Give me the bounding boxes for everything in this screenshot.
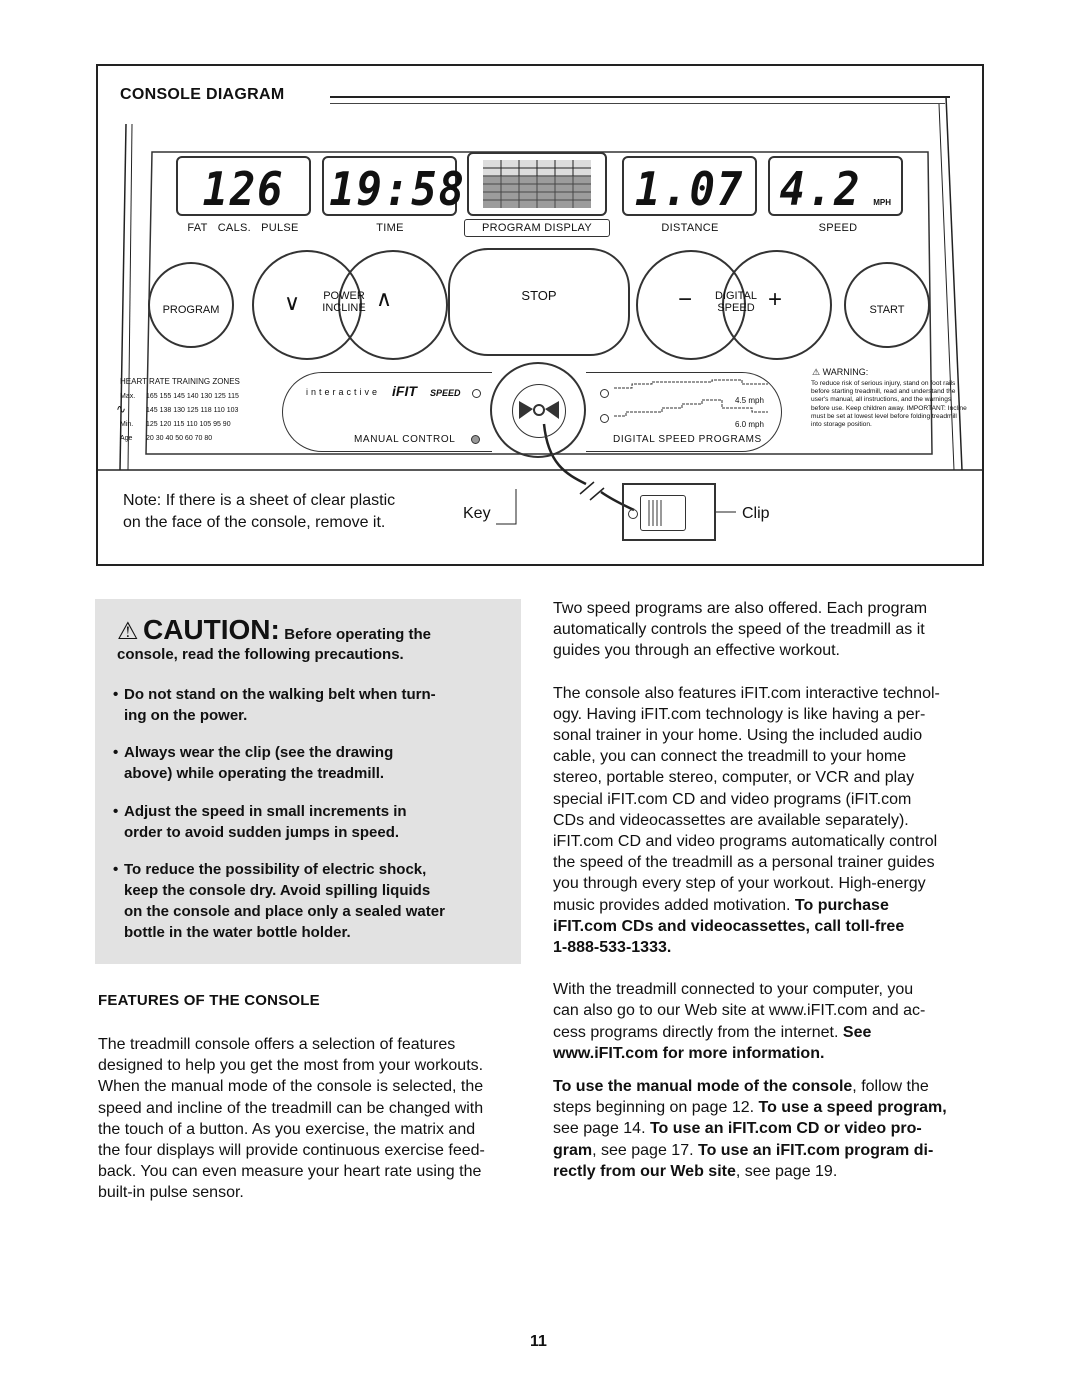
- program-button-label: PROGRAM: [162, 304, 220, 316]
- power-incline-label: [314, 290, 374, 314]
- speed-label: SPEED: [818, 222, 858, 234]
- time-display: [322, 156, 466, 216]
- time-label: TIME: [376, 222, 404, 234]
- text-line: speed and incline of the treadmill can be changed with: [98, 1099, 484, 1117]
- clip-label: Clip: [742, 505, 770, 522]
- text-line: [553, 1076, 985, 1097]
- digital-speed-programs-label: DIGITAL SPEED PROGRAMS: [613, 434, 762, 445]
- caution-bullet: [113, 801, 513, 843]
- text-line: designed to help you get the most from your workouts.: [98, 1057, 484, 1075]
- stop-label: STOP: [521, 288, 557, 303]
- text-line: With the treadmill connected to your computer, you: [553, 981, 914, 999]
- program-matrix: [469, 154, 605, 214]
- distance-display: [622, 156, 757, 216]
- text-span: To use an iFIT.com program di-: [697, 1141, 934, 1159]
- cals-label: CALS.: [217, 222, 251, 234]
- start-button[interactable]: [844, 262, 930, 348]
- program-display-label: PROGRAM DISPLAY: [464, 219, 610, 237]
- text-line: The treadmill console offers a selection of features: [98, 1036, 456, 1053]
- features-heading: FEATURES OF THE CONSOLE: [98, 992, 320, 1009]
- minus-icon: −: [678, 286, 693, 313]
- unit-label: MPH: [873, 198, 891, 207]
- text-span: , see page 19.: [735, 1162, 838, 1180]
- stop-button[interactable]: [448, 248, 630, 356]
- key-label: Key: [463, 505, 491, 522]
- text-line: When the manual mode of the console is selected, the: [98, 1078, 484, 1096]
- text-line: The console also features iFIT.com interactive technol-: [553, 684, 940, 702]
- text-line: cable, you can connect the treadmill to your home: [553, 748, 907, 766]
- display-value: 126: [202, 162, 285, 216]
- heart-rate-table: [120, 392, 280, 448]
- caution-bullet: [113, 684, 513, 726]
- text-span: , follow the: [852, 1078, 929, 1096]
- safety-key-slot[interactable]: [490, 362, 586, 458]
- text-span: gram: [553, 1141, 593, 1159]
- ifit-logo: iFIT: [392, 383, 417, 399]
- safety-key[interactable]: [512, 384, 566, 438]
- bullet-line: order to avoid sudden jumps in speed.: [124, 824, 400, 841]
- text-line: [553, 1161, 985, 1182]
- key-icon: [513, 385, 565, 437]
- website-link-text: www.iFIT.com for more information.: [553, 1044, 825, 1062]
- text-span: , see page 17.: [592, 1141, 698, 1159]
- power-label: POWER: [323, 290, 365, 302]
- text-span: To use a speed program,: [758, 1099, 947, 1117]
- text-line: the touch of a button. As you exercise, the matrix and: [98, 1120, 476, 1138]
- hr-row-values: 125 120 115 110 105 95 90: [146, 421, 231, 428]
- hr-row-label: Min.: [120, 421, 134, 428]
- text-line: iFIT.com CD and video programs automatically control: [553, 833, 938, 851]
- bullet-line: bottle in the water bottle holder.: [124, 924, 351, 941]
- bullet-line: ing on the power.: [124, 707, 248, 724]
- text-line: you through every step of your workout. High-energy: [553, 875, 926, 893]
- text-line: stereo, portable stereo, computer, or VCR and play: [553, 769, 915, 787]
- caution-lead-line2: console, read the following precautions.: [117, 646, 404, 663]
- interactive-label: interactive: [306, 387, 381, 397]
- digital-speed-label: [706, 290, 766, 314]
- warning-text: To reduce risk of serious injury, stand on foot rails before starting treadmill, read and understand the user's manual, all instructions, and the warnings before use. Keep children away. IMPORTANT: Incline must be set at lowest level before folding treadmill into storage position.: [811, 380, 967, 429]
- fat-cals-pulse-label: [178, 222, 308, 234]
- right-column: [553, 598, 985, 1182]
- bullet-dot: •: [113, 686, 119, 703]
- bullet-line: Always wear the clip (see the drawing: [124, 744, 394, 761]
- ifit-indicator-light: [472, 389, 481, 398]
- note-line: Note: If there is a sheet of clear plastic: [123, 492, 396, 509]
- speed-programs-paragraph: [553, 598, 985, 662]
- program-2-speed: 6.0 mph: [735, 420, 764, 429]
- warning-triangle-icon: ⚠: [117, 618, 139, 645]
- text-span: music provides added motivation.: [553, 896, 795, 914]
- bullet-line: above) while operating the treadmill.: [124, 765, 385, 782]
- text-line: sonal trainer in your home. Using the included audio: [553, 727, 923, 745]
- text-line: automatically controls the speed of the treadmill as it: [553, 621, 925, 639]
- speed-button-label: SPEED: [717, 302, 755, 314]
- chevron-up-icon: ∧: [376, 286, 393, 311]
- caution-word: CAUTION:: [142, 614, 280, 645]
- text-line: special iFIT.com CD and video programs (iFIT.com: [553, 790, 912, 808]
- bullet-line: on the console and place only a sealed water: [124, 903, 445, 920]
- program-2-light: [600, 414, 609, 423]
- manual-control-light: [471, 435, 480, 444]
- bullet-line: Do not stand on the walking belt when turn-: [124, 686, 436, 703]
- text-line: iFIT.com CDs and videocassettes, call toll-free: [553, 917, 905, 935]
- hr-row: [120, 434, 280, 448]
- phone-number: 1-888-533-1333.: [553, 939, 672, 957]
- hr-row: [120, 420, 280, 434]
- text-line: [553, 895, 985, 916]
- program-1-speed: 4.5 mph: [735, 396, 764, 405]
- features-paragraph: [98, 1034, 524, 1204]
- hr-row: [120, 392, 280, 406]
- hr-row: [120, 406, 280, 420]
- plus-icon: +: [768, 286, 783, 313]
- clip-ridges: [641, 496, 685, 530]
- text-line: built-in pulse sensor.: [98, 1184, 244, 1202]
- page-number: 11: [530, 1333, 547, 1350]
- text-line: the four displays will provide continuous exercise feed-: [98, 1142, 485, 1160]
- instructions-paragraph: [553, 1076, 985, 1182]
- clip-illustration: [622, 483, 716, 541]
- bullet-dot: •: [113, 861, 119, 878]
- manual-control-label: MANUAL CONTROL: [354, 434, 456, 445]
- note-line: on the face of the console, remove it.: [123, 514, 386, 531]
- start-label: START: [869, 304, 905, 316]
- ifit-logo-sub: SPEED: [430, 388, 461, 398]
- text-line: ogy. Having iFIT.com technology is like having a per-: [553, 705, 926, 723]
- distance-label: DISTANCE: [661, 222, 719, 234]
- warning-title-text: WARNING:: [822, 367, 869, 377]
- hr-row-values: 145 138 130 125 118 110 103: [146, 407, 239, 414]
- display-value: 1.07: [634, 162, 745, 216]
- pulse-label: PULSE: [261, 222, 299, 234]
- caution-bullet: [113, 742, 513, 784]
- text-span: See: [842, 1023, 872, 1041]
- bullet-dot: •: [113, 744, 119, 761]
- bullet-line: keep the console dry. Avoid spilling liquids: [124, 882, 431, 899]
- bullet-line: Adjust the speed in small increments in: [124, 803, 407, 820]
- digital-label: DIGITAL: [715, 290, 757, 302]
- warning-title: [812, 367, 868, 378]
- caution-bullet: [113, 859, 513, 943]
- hr-row-values: 20 30 40 50 60 70 80: [146, 435, 213, 442]
- caution-lead: Before operating the: [284, 626, 431, 643]
- text-line: guides you through an effective workout.: [553, 642, 840, 660]
- heart-rate-title: HEART RATE TRAINING ZONES: [120, 377, 240, 386]
- text-span: see page 14.: [553, 1120, 650, 1138]
- bullet-line: To reduce the possibility of electric shock,: [124, 861, 427, 878]
- program-display: [467, 152, 607, 216]
- purchase-text: To purchase: [794, 896, 889, 914]
- text-line: [553, 1097, 985, 1118]
- fat-label: FAT: [187, 222, 208, 234]
- text-line: [553, 1022, 985, 1043]
- plastic-sheet-note: [123, 490, 395, 534]
- caution-heading: [117, 614, 512, 646]
- text-line: can also go to our Web site at www.iFIT.com and ac-: [553, 1002, 926, 1020]
- program-1-light: [600, 389, 609, 398]
- clip-ring: [628, 509, 638, 519]
- speed-display: [768, 156, 903, 216]
- text-span: To use an iFIT.com CD or video pro-: [649, 1120, 922, 1138]
- text-line: the speed of the treadmill as a personal trainer guides: [553, 854, 935, 872]
- incline-label: INCLINE: [322, 302, 366, 314]
- text-line: CDs and videocassettes are available separately).: [553, 811, 909, 829]
- text-span: cess programs directly from the internet.: [553, 1023, 843, 1041]
- hr-row-label: Max.: [120, 393, 136, 400]
- bullet-dot: •: [113, 803, 119, 820]
- warning-icon: ⚠: [812, 367, 821, 377]
- text-span: steps beginning on page 12.: [553, 1099, 759, 1117]
- clip-body: [640, 495, 686, 531]
- fat-cals-pulse-display: [176, 156, 311, 216]
- pulse-icon: ∿: [116, 402, 127, 416]
- display-value: 4.2: [779, 162, 862, 216]
- chevron-down-icon: ∨: [284, 290, 301, 315]
- text-span: rectly from our Web site: [553, 1162, 736, 1180]
- text-line: [553, 1140, 985, 1161]
- ifit-paragraph: [553, 683, 985, 959]
- hr-row-label: Age: [120, 435, 133, 442]
- text-span: To use the manual mode of the console: [553, 1078, 853, 1096]
- hr-row-values: 165 155 145 140 130 125 115: [146, 393, 239, 400]
- diagram-title: CONSOLE DIAGRAM: [120, 86, 285, 103]
- text-line: back. You can even measure your heart rate using the: [98, 1163, 482, 1181]
- website-paragraph: [553, 979, 985, 1064]
- text-line: Two speed programs are also offered. Each program: [553, 600, 928, 617]
- text-line: [553, 1118, 985, 1139]
- program-button[interactable]: [148, 262, 234, 348]
- display-value: 19:58: [329, 162, 466, 216]
